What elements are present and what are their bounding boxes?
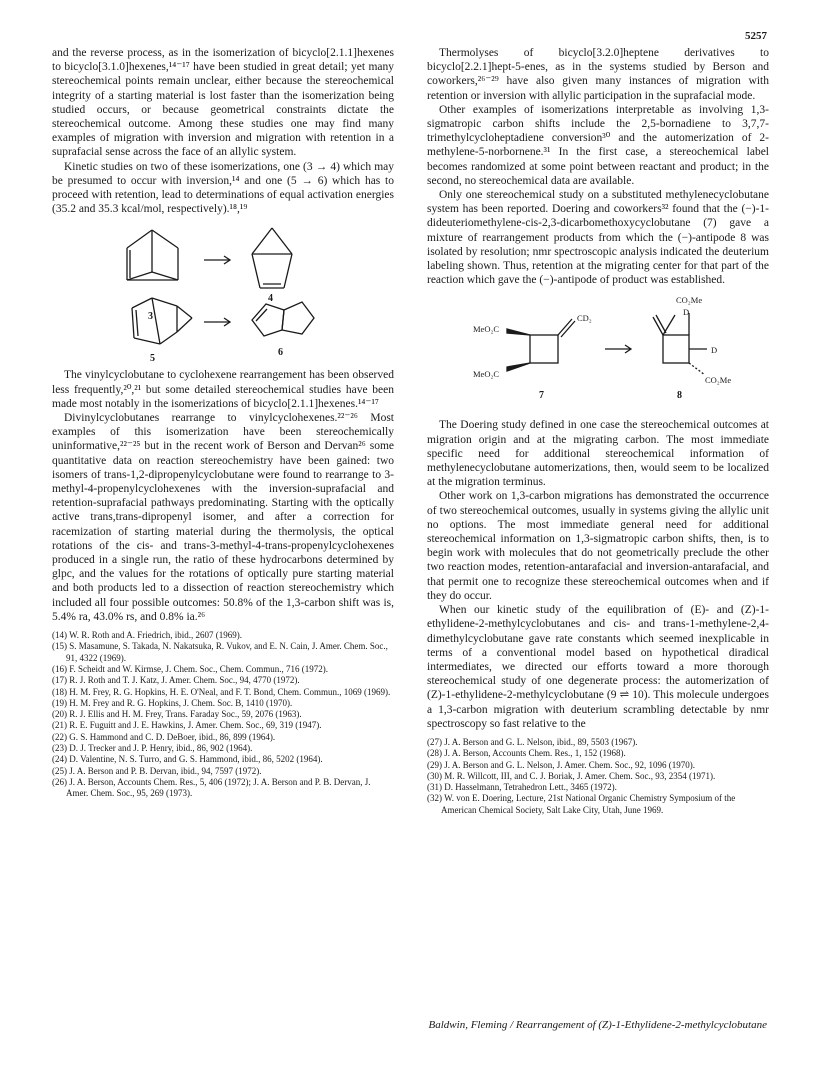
reference-20: (20) R. J. Ellis and H. M. Frey, Trans. Faraday Soc., 59, 2076 (1963). <box>52 709 302 720</box>
running-footer: Baldwin, Fleming / Rearrangement of (Z)-1-Ethylidene-2-methylcyclobutane <box>428 1019 767 1031</box>
compound-label-8: 8 <box>677 390 682 402</box>
left-paragraph-3: The vinylcyclobutane to cyclohexene rearrangement has been observed less frequently,²⁰,²¹ but some detailed stereochemical studies have been made most notably in the isomerizations of bicyclo[2.1.1]hexenes.¹⁴⁻¹⁷ <box>52 369 394 410</box>
reference-16: (16) F. Scheidt and W. Kirmse, J. Chem. Soc., Chem. Commun., 716 (1972). <box>52 663 329 674</box>
compound-label-5: 5 <box>150 353 155 365</box>
reference-14: (14) W. R. Roth and A. Friedrich, ibid., 2607 (1969). <box>52 630 242 641</box>
reference-15: (15) S. Masamune, S. Takada, N. Nakatsuka, R. Vukov, and E. N. Cain, J. Amer. Chem. Soc., 91, 4322 (1969). <box>52 641 388 663</box>
scheme-co2me-bottom: CO₂Me <box>705 375 732 386</box>
right-column <box>427 46 769 816</box>
scheme-co2me-top: CO₂Me <box>676 295 703 306</box>
right-paragraph-3: Only one stereochemical study on a substituted methylenecyclobutane system has been reported. Doering and coworkers³² found that the (−)-1-dideuteriomethylene-cis-2,3-dicarbomethoxycyclobutane (7) gave a mixture of rearrangement products from which the (−)-antipode 8 was isolated by resolution; nmr spectroscopic analysis indicated the deuterium labeling shown. Thus, retention at the migrating center for that part of the reaction which gave the (−)-antipode of product was established. <box>427 189 769 287</box>
compound-label-4: 4 <box>268 293 273 305</box>
reference-31: (31) D. Hasselmann, Tetrahedron Lett., 3465 (1972). <box>427 782 617 793</box>
scheme-cd2: CD₂ <box>577 313 592 324</box>
reference-19: (19) H. M. Frey and R. G. Hopkins, J. Chem. Soc. B, 1410 (1970). <box>52 697 293 708</box>
left-paragraph-1: and the reverse process, as in the isomerization of bicyclo[2.1.1]hexenes to bicyclo[3.1.0]hexenes,¹⁴⁻¹⁷ have been studied in great detail; yet many stereochemical points remain unclear, either because the stereochemical integrity of a starting material is lost faster than the isomerization being studied occurs, or because geometrical constraints dictate the stereochemical outcome. Among these studies one may find many examples of migration with inversion and migration with retention in a suprafacial sense across the face of an allylic system. <box>52 47 394 159</box>
reference-18: (18) H. M. Frey, R. G. Hopkins, H. E. O'Neal, and F. T. Bond, Chem. Commun., 1069 (1969). <box>52 686 391 697</box>
reference-25: (25) J. A. Berson and P. B. Dervan, ibid., 94, 7597 (1972). <box>52 765 262 776</box>
reference-17: (17) R. J. Roth and T. J. Katz, J. Amer. Chem. Soc., 94, 4770 (1972). <box>52 675 300 686</box>
reference-28: (28) J. A. Berson, Accounts Chem. Res., 1, 152 (1968). <box>427 748 626 759</box>
scheme-bicyclohexene <box>52 220 394 352</box>
reference-30: (30) M. R. Willcott, III, and C. J. Boriak, J. Amer. Chem. Soc., 93, 2354 (1971). <box>427 770 716 781</box>
left-paragraph-4: Divinylcyclobutanes rearrange to vinylcyclohexenes.²²⁻²⁶ Most examples of this isomerization have been stereochemically uninformative,²²⁻²⁵ but in the recent work of Berson and Dervan²⁶ some quantitative data on reaction stereochemistry have been gained: two isomers of trans-1,2-dipropenylcyclobutane were found to rearrange to 3-methyl-4-propenylcyclohexenes with the inversion-suprafacial and retention-suprafacial pathways predominating. Starting with the optically active trans,trans-dipropenyl isomer, and after a correction for racemization of starting material during the thermolysis, the optical rotations of the cis- and trans-3-methyl-4-trans-propenylcyclohexenes produced in a single run, the ratio of these hydrocarbons determined by glpc, and the values for the rotations of optically pure starting material and both products led to a dissection of reaction stereochemistry which included all four possible outcomes: 50.8% of the 1,3-carbon shift was is, 5.4% ra, 43.0% rs, and 0.8% ia.²⁶ <box>52 412 394 623</box>
scheme-meo2c-top: MeO₂C <box>473 324 500 335</box>
scheme-doering <box>427 289 769 414</box>
compound-label-6: 6 <box>278 347 283 359</box>
compound-label-7: 7 <box>539 390 544 402</box>
right-paragraph-2: Other examples of isomerizations interpretable as involving 1,3-sigmatropic carbon shifts include the 2,5-bornadiene to 3,7,7-trimethylcycloheptadiene conversion³⁰ and the automerization of 2-methylene-5-norbornene.³¹ In the first case, a stereochemical label becomes randomized at some point between reactant and product; in the second, no stereochemical data are available. <box>427 103 769 187</box>
reference-23: (23) D. J. Trecker and J. P. Henry, ibid., 86, 902 (1964). <box>52 743 253 754</box>
reference-24: (24) D. Valentine, N. S. Turro, and G. S. Hammond, ibid., 86, 5202 (1964). <box>52 754 323 765</box>
reference-21: (21) R. E. Fuguitt and J. E. Hawkins, J. Amer. Chem. Soc., 69, 319 (1947). <box>52 720 322 731</box>
right-paragraph-6: When our kinetic study of the equilibration of (E)- and (Z)-1-ethylidene-2-methylcyclobutanes and cis- and trans-1-methylene-2,4-dimethylcyclobutane gave rate constants which seemed inexplicable in terms of a conventional model based on hypothetical diradical intermediates, we directed our efforts toward a more thorough stereochemical study of one degenerate process: the automerization of (Z)-1-ethylidene-2-methylcyclobutane (9 ⇌ 10). This molecule undergoes a 1,3-carbon migration with deuterium scrambling detectable by nmr spectroscopy so fast relative to the <box>427 604 769 730</box>
right-references <box>427 737 769 816</box>
reference-32: (32) W. von E. Doering, Lecture, 21st National Organic Chemistry Symposium of the American Chemical Society, Salt Lake City, Utah, June 1969. <box>427 793 736 815</box>
reference-29: (29) J. A. Berson and G. L. Nelson, J. Amer. Chem. Soc., 92, 1096 (1970). <box>427 759 695 770</box>
scheme-bicyclohexene-drawing <box>52 220 394 352</box>
reference-22: (22) G. S. Hammond and C. D. DeBoer, ibid., 86, 899 (1964). <box>52 731 276 742</box>
left-column <box>52 46 394 800</box>
scheme-d-top: D <box>683 307 690 318</box>
right-paragraph-4: The Doering study defined in one case the stereochemical outcomes at migration origin and at the migrating carbon. The most immediate specific need for additional stereochemical information of methylenecyclobutane automerizations, then, would seem to be localized at the migration terminus. <box>427 419 769 489</box>
scheme-meo2c-bottom: MeO₂C <box>473 369 500 380</box>
left-references <box>52 630 394 799</box>
left-paragraph-2: Kinetic studies on two of these isomerizations, one (3 → 4) which may be presumed to occur with inversion,¹⁴ and one (5 → 6) which has to proceed with retention, lead to determinations of equal activation energies (35.2 and 35.3 kcal/mol, respectively).¹⁸,¹⁹ <box>52 160 394 216</box>
reference-27: (27) J. A. Berson and G. L. Nelson, ibid., 89, 5503 (1967). <box>427 736 638 747</box>
scheme-doering-drawing <box>427 289 769 414</box>
page-number: 5257 <box>745 30 767 42</box>
scheme-d-right: D <box>711 345 718 356</box>
reference-26: (26) J. A. Berson, Accounts Chem. Res., 5, 406 (1972); J. A. Berson and P. B. Dervan, J. Amer. Chem. Soc., 95, 269 (1973). <box>52 776 371 799</box>
compound-label-3: 3 <box>148 311 153 323</box>
right-paragraph-1: Thermolyses of bicyclo[3.2.0]heptene derivatives to bicyclo[2.2.1]hept-5-enes, as in the systems studied by Berson and coworkers,²⁶⁻²⁹ have also given many instances of migration with retention or inversion with allylic participation in the suprafacial mode. <box>427 47 769 102</box>
right-paragraph-5: Other work on 1,3-carbon migrations has demonstrated the occurrence of two stereochemical outcomes, usually in systems giving the allylic unit no options. The most immediate general need for additional stereochemical information on 1,3-sigmatropic carbon shifts, then, is to begin work with molecules that do not geometrically preclude the other two reaction modes, retention-antarafacial and inversion-antarafacial, and that permit one to recognize these stereochemical outcomes when and if they do occur. <box>427 490 769 602</box>
